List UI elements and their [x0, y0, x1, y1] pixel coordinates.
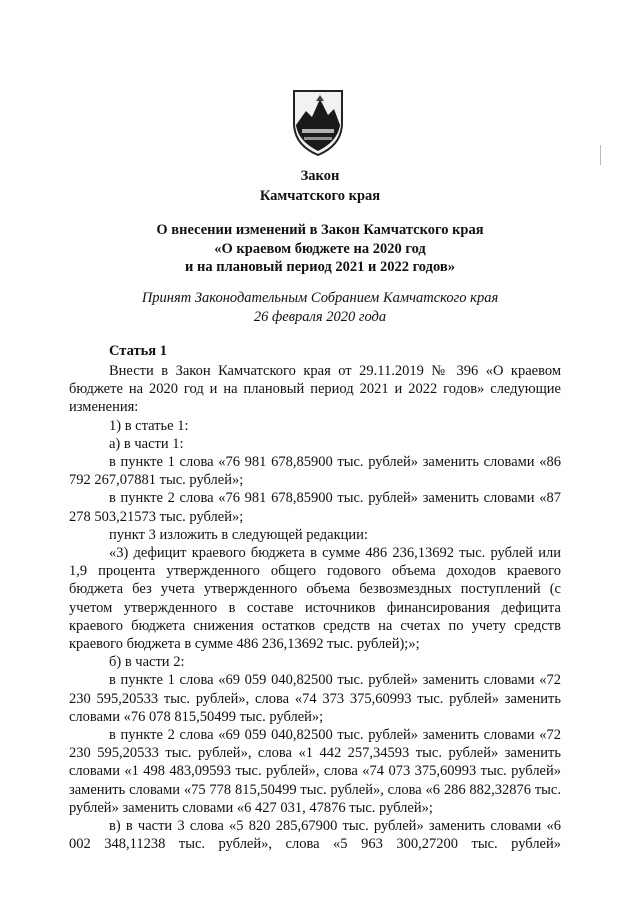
- paragraph: в пункте 2 слова «76 981 678,85900 тыс. рублей» заменить словами «87 278 503,21573 тыс. рублей»;: [69, 490, 561, 525]
- paragraph: а) в части 1:: [109, 435, 184, 452]
- paragraph: пункт 3 изложить в следующей редакции:: [109, 526, 368, 543]
- coat-of-arms-emblem: [290, 85, 346, 157]
- paragraph: в пункте 1 слова «76 981 678,85900 тыс. рублей» заменить словами «86 792 267,07881 тыс. рублей»;: [69, 454, 561, 489]
- paragraph: Внести в Закон Камчатского края от 29.11.2019 № 396 «О краевом бюджете на 2020 год и на плановый период 2021 и 2022 годов» следующие изменения:: [69, 363, 561, 416]
- law-subject: [0, 221, 640, 277]
- adoption-note: [0, 289, 640, 327]
- adoption-line: Принят Законодательным Собранием Камчатского края: [141, 290, 499, 306]
- article-body: [69, 362, 561, 853]
- subject-line: и на плановый период 2021 и 2022 годов»: [185, 259, 455, 275]
- paragraph: б) в части 2:: [109, 654, 185, 671]
- article-heading: Статья 1: [109, 343, 167, 359]
- paragraph: в пункте 1 слова «69 059 040,82500 тыс. рублей» заменить словами «72 230 595,20533 тыс. рублей», слова «74 373 375,60993 тыс. рублей» заменить словами «76 078 815,50499 тыс. рублей»;: [69, 672, 561, 725]
- paragraph: «3) дефицит краевого бюджета в сумме 486 236,13692 тыс. рублей или 1,9 процента утвержденного общего годового объема доходов краевого бюджета без учета утвержденного объема безвозмездных поступлений (с учетом утвержденного в составе источников финансирования дефицита краевого бюджета снижения остатков средств на счетах по учету средств краевого бюджета в сумме 486 236,13692 тыс. рублей);»;: [69, 545, 561, 653]
- subject-line: О внесении изменений в Закон Камчатского края: [156, 222, 484, 238]
- subject-line: «О краевом бюджете на 2020 год: [214, 240, 426, 257]
- paragraph: 1) в статье 1:: [109, 417, 189, 434]
- adoption-date: 26 февраля 2020 года: [253, 309, 387, 325]
- paragraph: в) в части 3 слова «5 820 285,67900 тыс. рублей» заменить словами «6 002 348,11238 тыс. рублей», слова «5 963 300,27200 тыс. рублей»: [69, 818, 561, 853]
- law-region: Камчатского края: [259, 188, 381, 204]
- law-title: Закон: [300, 168, 340, 184]
- paragraph: в пункте 2 слова «69 059 040,82500 тыс. рублей» заменить словами «72 230 595,20533 тыс. рублей», слова «1 442 257,34593 тыс. рублей» заменить словами «1 498 483,09593 тыс. рублей», слова «74 073 375,60993 тыс. рублей» заменить словами «75 778 815,50499 тыс. рублей», слова «6 286 882,32876 тыс. рублей» заменить словами «6 427 031, 47876 тыс. рублей»;: [69, 727, 561, 816]
- scan-mark: [600, 145, 601, 165]
